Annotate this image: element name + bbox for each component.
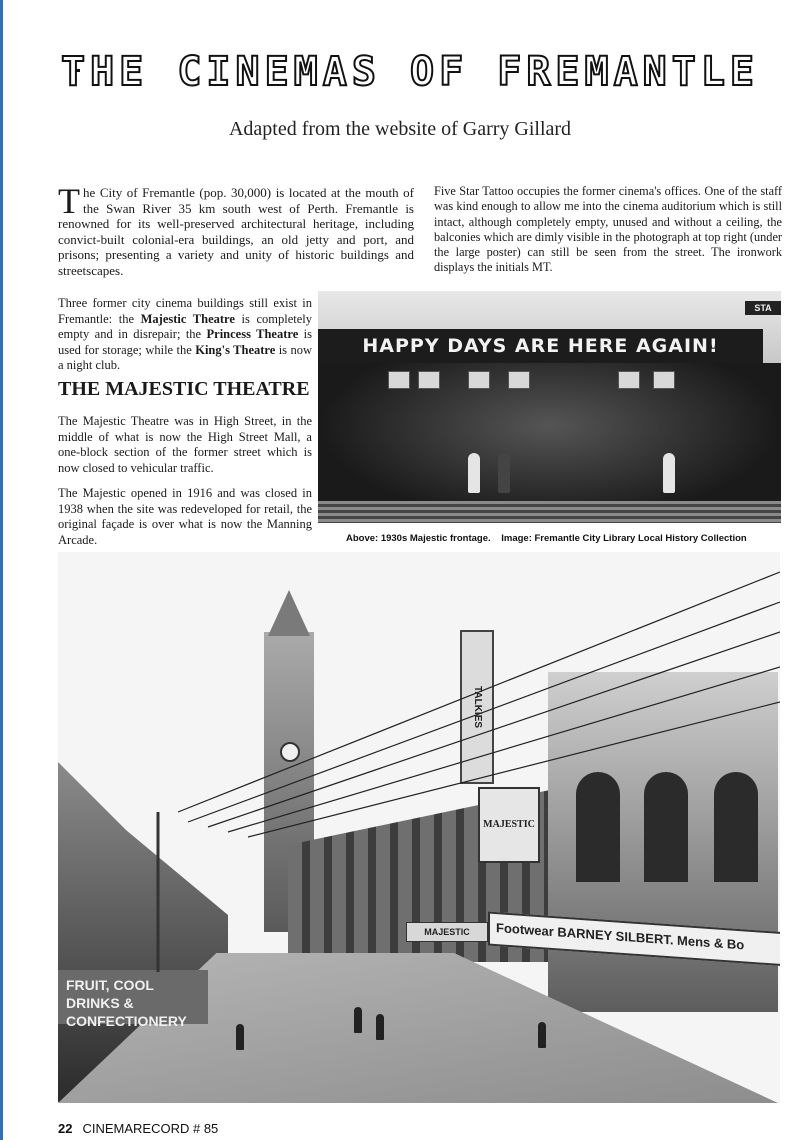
majestic-awning-sign: MAJESTIC	[406, 922, 488, 942]
majestic-board: MAJESTIC	[478, 787, 540, 863]
flag-icon	[468, 371, 490, 389]
photo1-banner: HAPPY DAYS ARE HERE AGAIN!	[318, 329, 763, 363]
cinemas-paragraph	[58, 296, 312, 374]
photo1-caption	[346, 532, 786, 545]
majestic-frontage-photo	[318, 291, 781, 523]
photo2-pedestrian	[538, 1022, 546, 1048]
photo2-pedestrian	[376, 1014, 384, 1040]
flag-icon	[653, 371, 675, 389]
flag-icon	[388, 371, 410, 389]
cinemas-text-2: is completely empty and in disrepair; the	[58, 311, 313, 341]
page-number: 22	[58, 1121, 73, 1136]
cinemas-text-3: is used for storage; while the	[58, 327, 312, 357]
overhead-wires	[58, 552, 780, 1103]
kings-name: King's Theatre	[195, 342, 276, 357]
majestic-name: Majestic Theatre	[140, 311, 235, 326]
majestic-paragraph-2: The Majestic opened in 1916 and was closed in 1938 when the site was redeveloped for retail, the original façade is over what is now the Manning Arcade.	[58, 486, 312, 547]
confectionery-sign: FRUIT, COOL DRINKS & CONFECTIONERY	[58, 970, 208, 1024]
princess-name: Princess Theatre	[206, 327, 299, 341]
cinemas-text-1: Three former city cinema buildings still exist in Fremantle: the	[58, 296, 312, 326]
page-footer	[58, 1121, 218, 1136]
publication-name: CINEMARECORD # 85	[82, 1121, 219, 1136]
high-street-photo	[58, 552, 780, 1103]
section-heading: THE MAJESTIC THEATRE	[58, 378, 310, 400]
flag-icon	[418, 371, 440, 389]
photo1-figure	[663, 453, 675, 493]
page-edge-bar	[0, 0, 3, 1140]
photo2-pedestrian	[236, 1024, 244, 1050]
photo1-caption-credit: Image: Fremantle City Library Local History Collection	[501, 533, 747, 544]
drop-cap: T	[58, 181, 80, 221]
page-title: THE CINEMAS OF FREMANTLE	[61, 49, 759, 95]
photo1-figure	[468, 453, 480, 493]
majestic-paragraph-1: The Majestic Theatre was in High Street, in the middle of what is now the High Street Mall, a one-block section of the former street which is now closed to vehicular traffic.	[58, 414, 312, 475]
photo1-caption-left: Above: 1930s Majestic frontage.	[346, 533, 491, 544]
photo1-corner-sign: STA	[745, 301, 781, 315]
intro-paragraph	[58, 181, 414, 278]
talkies-sign: TALKIES	[460, 630, 494, 784]
photo1-steps	[318, 501, 781, 523]
flag-icon	[618, 371, 640, 389]
intro-text: he City of Fremantle (pop. 30,000) is located at the mouth of the Swan River 35 km south west of Perth. Fremantle is renowned for its well-preserved architectural heritage, including convict-built colonial-era buildings, an old jetty and port, and prisons; presenting a variety and unity of historic buildings and streetscapes.	[58, 185, 414, 278]
photo1-figure	[498, 453, 510, 493]
barney-silbert-awning: Footwear BARNEY SILBERT. Mens & Bo	[488, 912, 780, 967]
flag-icon	[508, 371, 530, 389]
cinemas-text-4: is now a night club.	[58, 342, 312, 372]
photo2-pedestrian	[354, 1007, 362, 1033]
right-column-paragraph: Five Star Tattoo occupies the former cinema's offices. One of the staff was kind enough to allow me into the cinema auditorium which is still intact, although completely empty, unused and without a ceiling, the balconies which are dimly visible in the photograph at top right (under the large poster) can still be seen from the street. The ironwork displays the initials MT.	[434, 184, 782, 275]
page-subtitle: Adapted from the website of Garry Gillard	[228, 118, 572, 140]
